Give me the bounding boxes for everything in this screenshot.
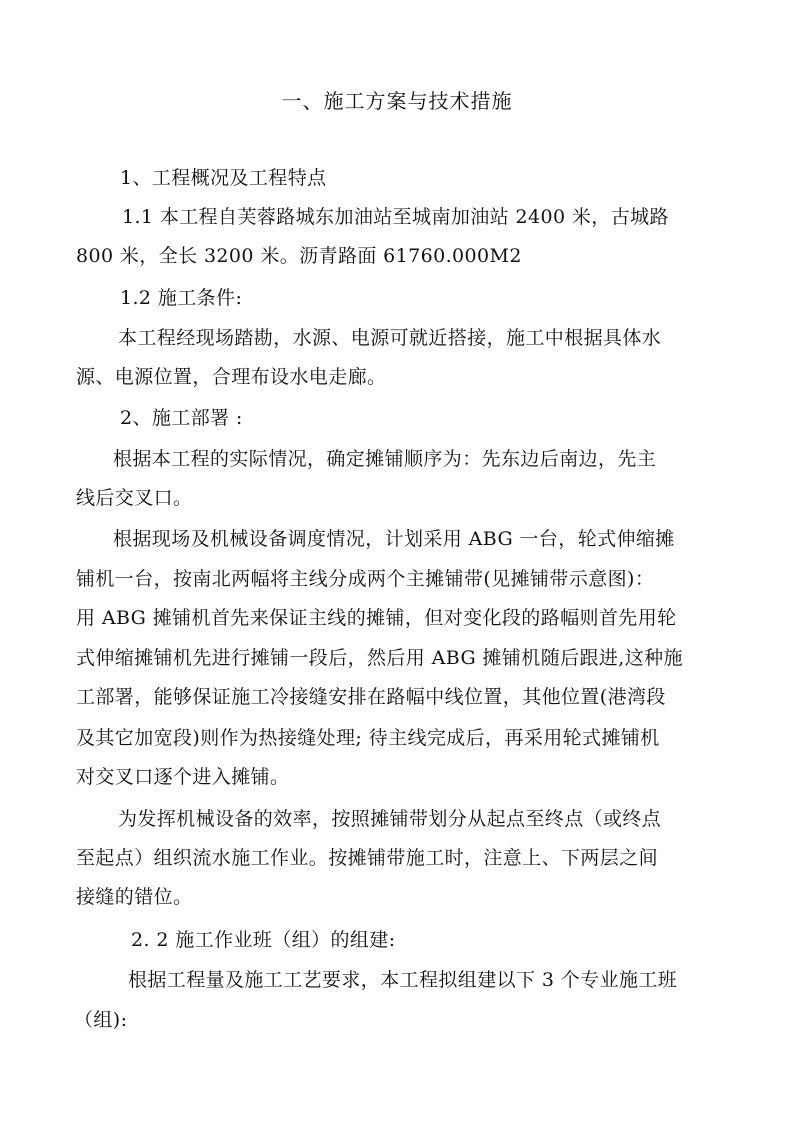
paragraph-line: 接缝的错位。 bbox=[76, 886, 193, 908]
paragraph-line: 根据本工程的实际情况，确定摊铺顺序为：先东边后南边，先主 bbox=[113, 448, 657, 470]
paragraph-line: 800 米，全长 3200 米。沥青路面 61760.000M2 bbox=[76, 245, 522, 267]
paragraph-line: 为发挥机械设备的效率，按照摊铺带划分从起点至终点（或终点 bbox=[118, 808, 662, 830]
paragraph-line: 根据现场及机械设备调度情况，计划采用 ABG 一台，轮式伸缩摊 bbox=[113, 528, 675, 550]
paragraph-line: 线后交叉口。 bbox=[76, 487, 193, 509]
section-heading-1: 1、工程概况及工程特点 bbox=[120, 167, 327, 189]
subsection-heading-1-2: 1.2 施工条件: bbox=[120, 287, 243, 309]
paragraph-line: 至起点）组织流水施工作业。按摊铺带施工时，注意上、下两层之间 bbox=[76, 847, 659, 869]
document-title: 一、施工方案与技术措施 bbox=[281, 89, 513, 113]
paragraph-line: 对交叉口逐个进入摊铺。 bbox=[76, 766, 290, 788]
paragraph-line: 本工程经现场踏勘，水源、电源可就近搭接，施工中根据具体水 bbox=[118, 327, 662, 349]
paragraph-line: 式伸缩摊铺机先进行摊铺一段后，然后用 ABG 摊铺机随后跟进,这种施 bbox=[76, 647, 683, 669]
section-heading-2: 2、施工部署 : bbox=[120, 407, 243, 429]
paragraph-line: 工部署，能够保证施工冷接缝安排在路幅中线位置，其他位置(港湾段 bbox=[76, 686, 666, 708]
paragraph-line: （组): bbox=[74, 1009, 128, 1031]
paragraph-line: 根据工程量及施工工艺要求，本工程拟组建以下 3 个专业施工班 bbox=[128, 969, 678, 991]
paragraph-line: 用 ABG 摊铺机首先来保证主线的摊铺，但对变化段的路幅则首先用轮 bbox=[76, 607, 677, 629]
subsection-heading-2-2: 2. 2 施工作业班（组）的组建: bbox=[131, 929, 396, 951]
paragraph-line: 1.1 本工程自芙蓉路城东加油站至城南加油站 2400 米，古城路 bbox=[122, 206, 669, 228]
paragraph-line: 铺机一台，按南北两幅将主线分成两个主摊铺带(见摊铺带示意图)： bbox=[76, 568, 655, 590]
paragraph-line: 源、电源位置，合理布设水电走廊。 bbox=[76, 366, 387, 388]
paragraph-line: 及其它加宽段)则作为热接缝处理; 待主线完成后，再采用轮式摊铺机 bbox=[76, 727, 660, 749]
